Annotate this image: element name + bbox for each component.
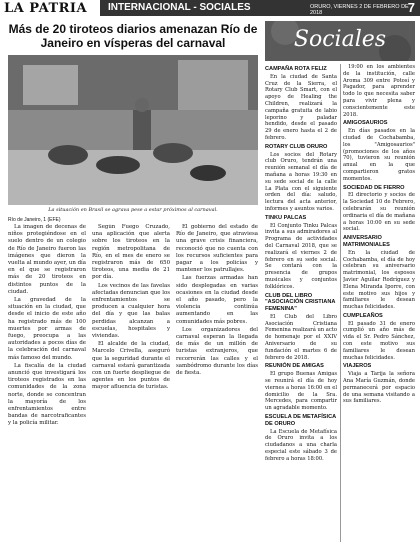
sociales-item-title: ROTARY CLUB ORURO [265,143,328,150]
article-paragraph: La fiscalía de la ciudad anunció que investigará los tiroteos registrados en las comunidades de la zona norte, donde se concentran la mayoría de los enfrentamientos entre bandas de narcotraficantes y la policía militar. [8,362,86,427]
page-number: 7 [407,0,415,15]
sociales-item-body: El directorio y socios de la Sociedad 10 de Febrero, celebrarán su reunión ordinaria el día de mañana a horas 10:00 en su sede social. [343,192,415,233]
sociales-item-body: La Escuela de Metafísica de Oruro invita a los ciudadanos a una charla especial este sábado 3 de febrero a horas 18:00. [265,428,337,462]
sociales-item-body: El pasado 31 de enero cumplió un año más de vida el Sr. Pedro Sánchez, con este motivo sus familiares le desean muchas felicidades. [343,320,415,361]
article-column-1 [8,224,86,542]
sociales-item-body: En la ciudad de Cochabamba, el día de hoy celebran su aniversario matrimonial, los esposos Javier Aguilar Rodríguez y Elena Miranda Iporre, con este motivo sus hijos y familiares le desean muchas felicidades. [343,249,415,311]
sociales-item-title: ANIVERSARIO MATRIMONIALES [343,235,390,248]
issue-date: ORURO, VIERNES 2 DE FEBRERO DE 2018 [310,4,409,16]
article-headline: Más de 20 tiroteos diarios amenazan Río de Janeiro en vísperas del carnaval [8,22,258,50]
article-paragraph: Según Fuego Cruzado, una aplicación que alerta sobre los tiroteos en la región metropolitana de Río, en el mes de enero se registraron más de 650 tiroteos, una media de 21 por día. [92,224,170,281]
section-title: INTERNACIONAL - SOCIALES [108,2,251,13]
article-column-3 [176,224,258,542]
sociales-item-body: Viaja a Tarija la señora Ana María Guzmán, donde permanecerá por espacio de una semana visitando a sus familiares. [343,371,415,405]
sociales-item-title: REUNIÓN DE AMIGAS [265,363,324,370]
article-paragraph: La imagen de decenas de niños protegiéndose en el suelo dentro de un colegio de Río de Janeiro fueron las imágenes que dieron la vuelta al mundo ayer, un día en el que se registraron más de 20 tiroteos en distintos puntos de la ciudad. [8,224,86,295]
sociales-item-title: CUMPLEAÑOS [343,312,383,319]
sociales-left-column [265,64,337,542]
sociales-item-title: AMIGOSAURIOS [343,120,388,127]
article-photo [8,55,258,205]
article-paragraph: Los organizadores del carnaval esperan la llegada de más de un millón de turistas extranjeros, que recorrerán las calles y el sambódromo durante los días de fiesta. [176,326,258,377]
article-paragraph: Los vecinos de las favelas afectadas denuncian que los enfrentamientos se producen a cualquier hora del día y que las balas perdidas alcanzan a escuelas, hospitales y viviendas. [92,282,170,340]
article-credit: Río de Janeiro, 1 (EFE) [8,217,61,223]
section-bar [100,0,420,16]
sociales-item-body: El Conjunto Tinku Palcas invita a sus admiradores al Programa de actividades del Carnaval 2018, que se realizará el viernes 2 de febrero en su sede social. Se contará con la presencia de grupos musicales y conjuntos folklóricos. [265,222,337,290]
article-paragraph: Las fuerzas armadas han sido desplegadas en varias ocasiones en la ciudad desde el año pasado, pero la violencia continúa aumentando en las comunidades más pobres. [176,275,258,325]
sociales-item-title: VIAJEROS [343,363,372,370]
newspaper-logo: LA PATRIA [4,1,88,16]
sociales-item-title: CAMPAÑA ROTA FELIZ [265,66,327,72]
sociales-item-body: Los socios del Rotary club Oruro, tendrán una reunión semanal el día de mañana a horas 19:30 en su sede social de la calle La Plata con el siguiente orden del día: saludo, lectura del acta anterior, informes y asuntos varios. [265,151,337,212]
photo-illustration [8,55,258,205]
sociales-item-title: ESCUELA DE METAFÍSICA DE ORURO [265,414,336,427]
page-header [0,0,420,17]
sociales-item-title: CLUB DEL LIBRO "ASOCIACIÓN CRISTIANA FEMENINA" [265,292,336,313]
sociales-right-column [343,64,415,542]
column-divider [340,64,341,542]
article-paragraph: El gobierno del estado de Río de Janeiro, que atraviesa una grave crisis financiera, reconoció que no cuenta con los recursos suficientes para pagar a los policías y mantener los patrullajes. [176,224,258,274]
sociales-item-body: 19:00 en los ambientes de la institución, calle Aroma 309 entre Potosí y Pagador, para aprender todo lo que necesita saber para vivir plena y conscientemente este 2018. [343,64,415,118]
sociales-title: Sociales [293,27,387,52]
article-column-2 [92,224,170,542]
article-paragraph: La gravedad de la situación en la ciudad, que desde el inicio de este año ha registrado más de 100 muertes por armas de fuego, preocupa a las autoridades a pocos días de la celebración del carnaval más famoso del mundo. [8,297,86,361]
sociales-item-body: El grupo Buenas Amigas se reunirá el día de hoy viernes a horas 16:00 en el domicilio de la Sra. Mercedes, para compartir un agradable momento. [265,371,337,412]
sociales-item-body: En días pasados en la ciudad de Cochabamba, los "Amigosaurios" (promociones de los años 70), tuvieron su reunión anual en la que compartieron gratos momentos. [343,128,415,182]
photo-caption: La situación en Brasil se agrava pese a estar próximos al carnaval. [48,207,218,213]
sociales-item-body: En la ciudad de Santa Cruz de la Sierra, el Rotary Club Smart, con el apoyo de Healing the Children, realizará la campaña gratuita de labio leporino y paladar hendido, desde el pasado 29 de enero hasta el 2 de febrero. [265,73,337,141]
sociales-item-title: SOCIEDAD DE FIERRO [343,184,405,191]
sociales-banner [265,21,415,61]
article-paragraph: El alcalde de la ciudad, Marcelo Crivella, aseguró que la seguridad durante el carnaval estará garantizada con un fuerte despliegue de agentes en los puntos de mayor afluencia de turistas. [92,341,170,391]
sociales-item-title: TINKU PALCAS [265,214,307,221]
sociales-item-body: El Club del Libro Asociación Cristiana Femenina realizará un acto de homenaje por el XXIV Aniversario de su fundación el martes 6 de febrero de 2018. [265,313,337,361]
